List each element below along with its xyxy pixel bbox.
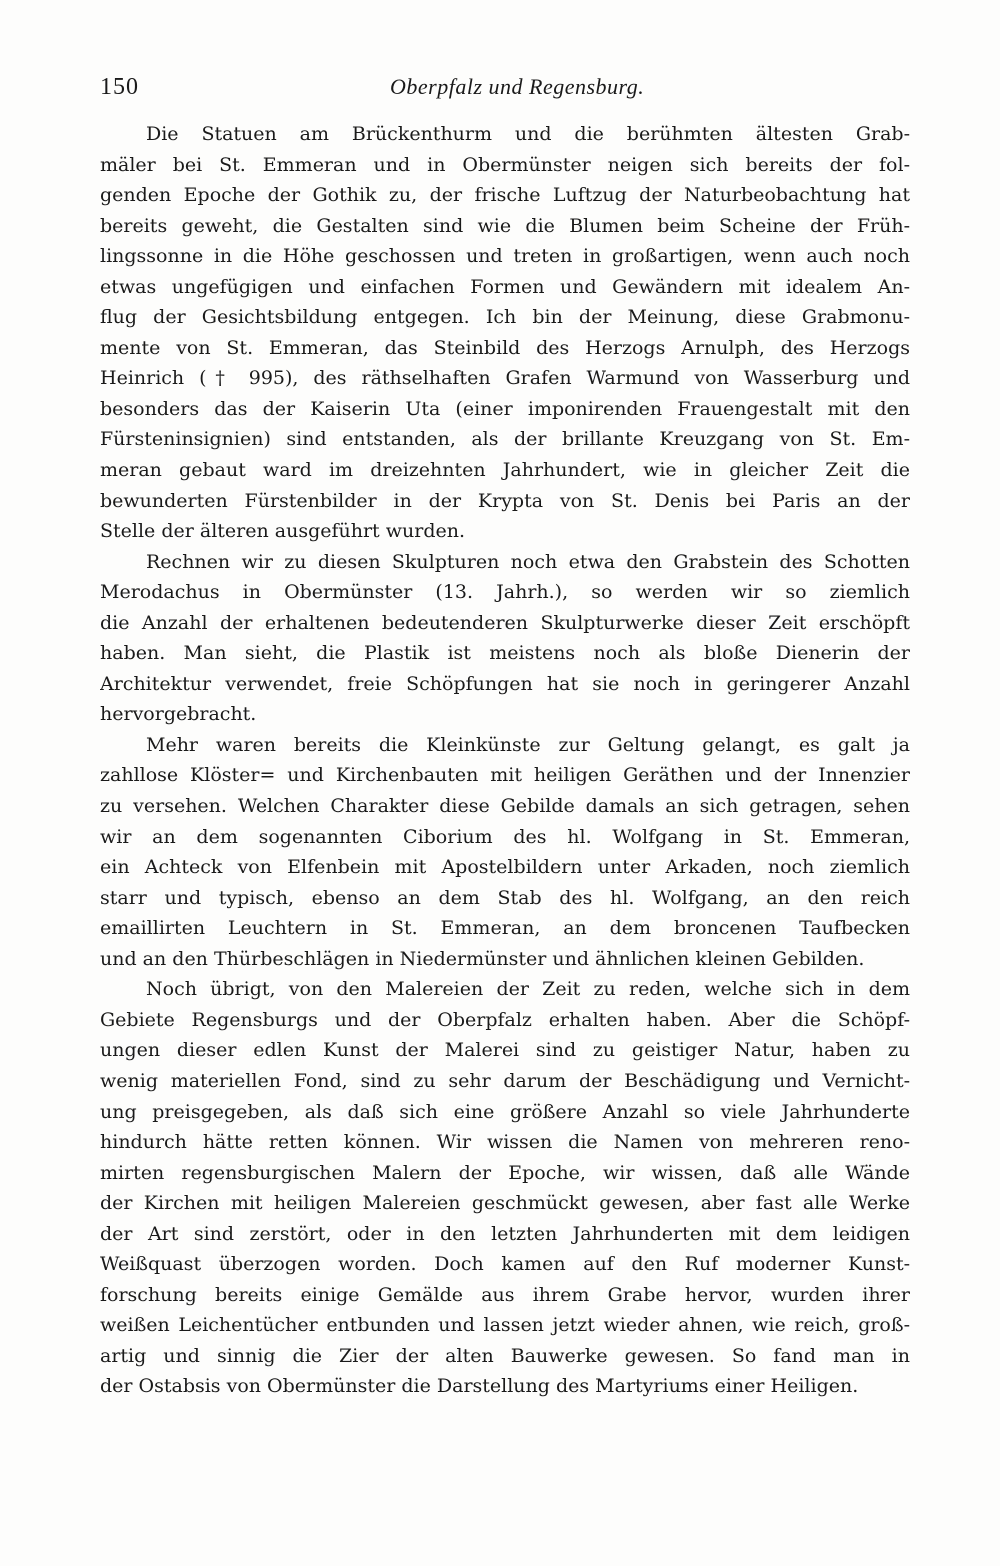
running-title: Oberpfalz und Regensburg. <box>390 74 645 99</box>
text-line: artig und sinnig die Zier der alten Bauwerke gewesen. So fand man in <box>100 1344 910 1367</box>
text-line: Fürsteninsignien) sind entstanden, als der brillante Kreuzgang von St. Em- <box>100 428 910 451</box>
text-line: wenig materiellen Fond, sind zu sehr darum der Beschädigung und Vernicht- <box>100 1069 910 1092</box>
text-line: haben. Man sieht, die Plastik ist meistens noch als bloße Dienerin der <box>100 642 910 665</box>
text-line: lingssonne in die Höhe geschossen und treten in großartigen, wenn auch noch <box>100 245 910 268</box>
text-line: mirten regensburgischen Malern der Epoche, wir wissen, daß alle Wände <box>100 1161 910 1184</box>
text-line: ein Achteck von Elfenbein mit Apostelbildern unter Arkaden, noch ziemlich <box>100 856 910 879</box>
text-line: Rechnen wir zu diesen Skulpturen noch etwa den Grabstein des Schotten <box>146 550 910 573</box>
text-line: der Ostabsis von Obermünster die Darstellung des Martyriums einer Heiligen. <box>100 1375 859 1398</box>
text-line: Stelle der älteren ausgeführt wurden. <box>100 520 465 543</box>
text-line: und an den Thürbeschlägen in Niedermünster und ähnlichen kleinen Gebilden. <box>100 947 865 970</box>
text-line: Weißquast überzogen worden. Doch kamen auf den Ruf moderner Kunst- <box>100 1253 910 1276</box>
text-line: der Art sind zerstört, oder in den letzten Jahrhunderten mit dem leidigen <box>100 1222 910 1245</box>
text-line: der Kirchen mit heiligen Malereien geschmückt gewesen, aber fast alle Werke <box>100 1192 910 1215</box>
text-line: etwas ungefügigen und einfachen Formen und Gewändern mit idealem An- <box>100 275 910 298</box>
text-line: Gebiete Regensburgs und der Oberpfalz erhalten haben. Aber die Schöpf- <box>100 1008 910 1031</box>
text-line: Merodachus in Obermünster (13. Jahrh.), so werden wir so ziemlich <box>100 581 910 604</box>
text-line: ung preisgegeben, als daß sich eine größere Anzahl so viele Jahrhunderte <box>100 1100 910 1123</box>
paragraph <box>100 974 910 1402</box>
text-line: genden Epoche der Gothik zu, der frische Luftzug der Naturbeobachtung hat <box>100 184 910 207</box>
running-head <box>100 72 910 102</box>
body-text <box>100 119 910 1402</box>
paragraph <box>100 119 910 547</box>
text-line: zu versehen. Welchen Charakter diese Gebilde damals an sich getragen, sehen <box>100 795 910 818</box>
text-line: bewunderten Fürstenbilder in der Krypta von St. Denis bei Paris an der <box>100 489 910 512</box>
text-line: die Anzahl der erhaltenen bedeutenderen Skulpturwerke dieser Zeit erschöpft <box>100 611 910 634</box>
text-line: Heinrich († 995), des räthselhaften Grafen Warmund von Wasserburg und <box>100 367 910 390</box>
text-line: Architektur verwendet, freie Schöpfungen hat sie noch in geringerer Anzahl <box>100 672 910 695</box>
text-line: Noch übrigt, von den Malereien der Zeit zu reden, welche sich in dem <box>146 978 910 1001</box>
page-number: 150 <box>100 74 139 100</box>
text-line: hindurch hätte retten können. Wir wissen die Namen von mehreren reno- <box>100 1131 910 1154</box>
text-line: besonders das der Kaiserin Uta (einer imponirenden Frauengestalt mit den <box>100 397 910 420</box>
paragraph <box>100 730 910 974</box>
text-line: starr und typisch, ebenso an dem Stab des hl. Wolfgang, an den reich <box>100 886 910 909</box>
text-line: hervorgebracht. <box>100 703 257 726</box>
text-line: mente von St. Emmeran, das Steinbild des Herzogs Arnulph, des Herzogs <box>100 336 910 359</box>
text-line: ungen dieser edlen Kunst der Malerei sind zu geistiger Natur, haben zu <box>100 1039 910 1062</box>
text-line: emaillirten Leuchtern in St. Emmeran, an dem broncenen Taufbecken <box>100 917 910 940</box>
text-line: Mehr waren bereits die Kleinkünste zur Geltung gelangt, es galt ja <box>146 733 910 756</box>
text-line: flug der Gesichtsbildung entgegen. Ich bin der Meinung, diese Grabmonu- <box>100 306 910 329</box>
text-line: bereits geweht, die Gestalten sind wie die Blumen beim Scheine der Früh- <box>100 214 910 237</box>
text-line: zahllose Klöster= und Kirchenbauten mit heiligen Geräthen und der Innenzier <box>100 764 910 787</box>
text-line: Die Statuen am Brückenthurm und die berühmten ältesten Grab- <box>146 123 910 145</box>
text-line: meran gebaut ward im dreizehnten Jahrhundert, wie in gleicher Zeit die <box>100 459 910 482</box>
text-line: weißen Leichentücher entbunden und lassen jetzt wieder ahnen, wie reich, groß- <box>100 1314 910 1337</box>
text-line: wir an dem sogenannten Ciborium des hl. Wolfgang in St. Emmeran, <box>100 825 910 848</box>
text-line: mäler bei St. Emmeran und in Obermünster neigen sich bereits der fol- <box>100 153 910 176</box>
text-line: forschung bereits einige Gemälde aus ihrem Grabe hervor, wurden ihrer <box>100 1283 910 1306</box>
paragraph <box>100 547 910 730</box>
